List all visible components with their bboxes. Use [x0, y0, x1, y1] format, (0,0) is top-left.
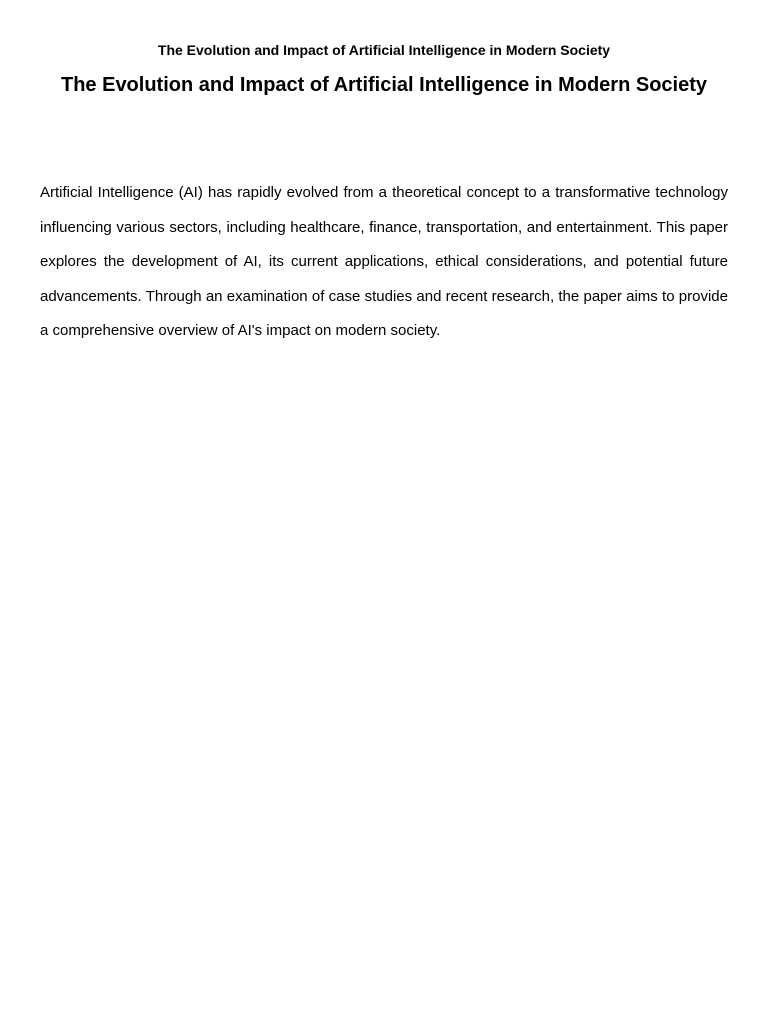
- abstract-paragraph: Artificial Intelligence (AI) has rapidly evolved from a theoretical concept to a transformative technology influencing various sectors, including healthcare, finance, transportation, and entertainment. This paper explores the development of AI, its current applications, ethical considerations, and potential future advancements. Through an examination of case studies and recent research, the paper aims to provide a comprehensive overview of AI's impact on modern society.: [40, 184, 728, 339]
- paper-title: The Evolution and Impact of Artificial Intelligence in Modern Society: [60, 74, 707, 96]
- running-header: The Evolution and Impact of Artificial Intelligence in Modern Society: [157, 42, 611, 58]
